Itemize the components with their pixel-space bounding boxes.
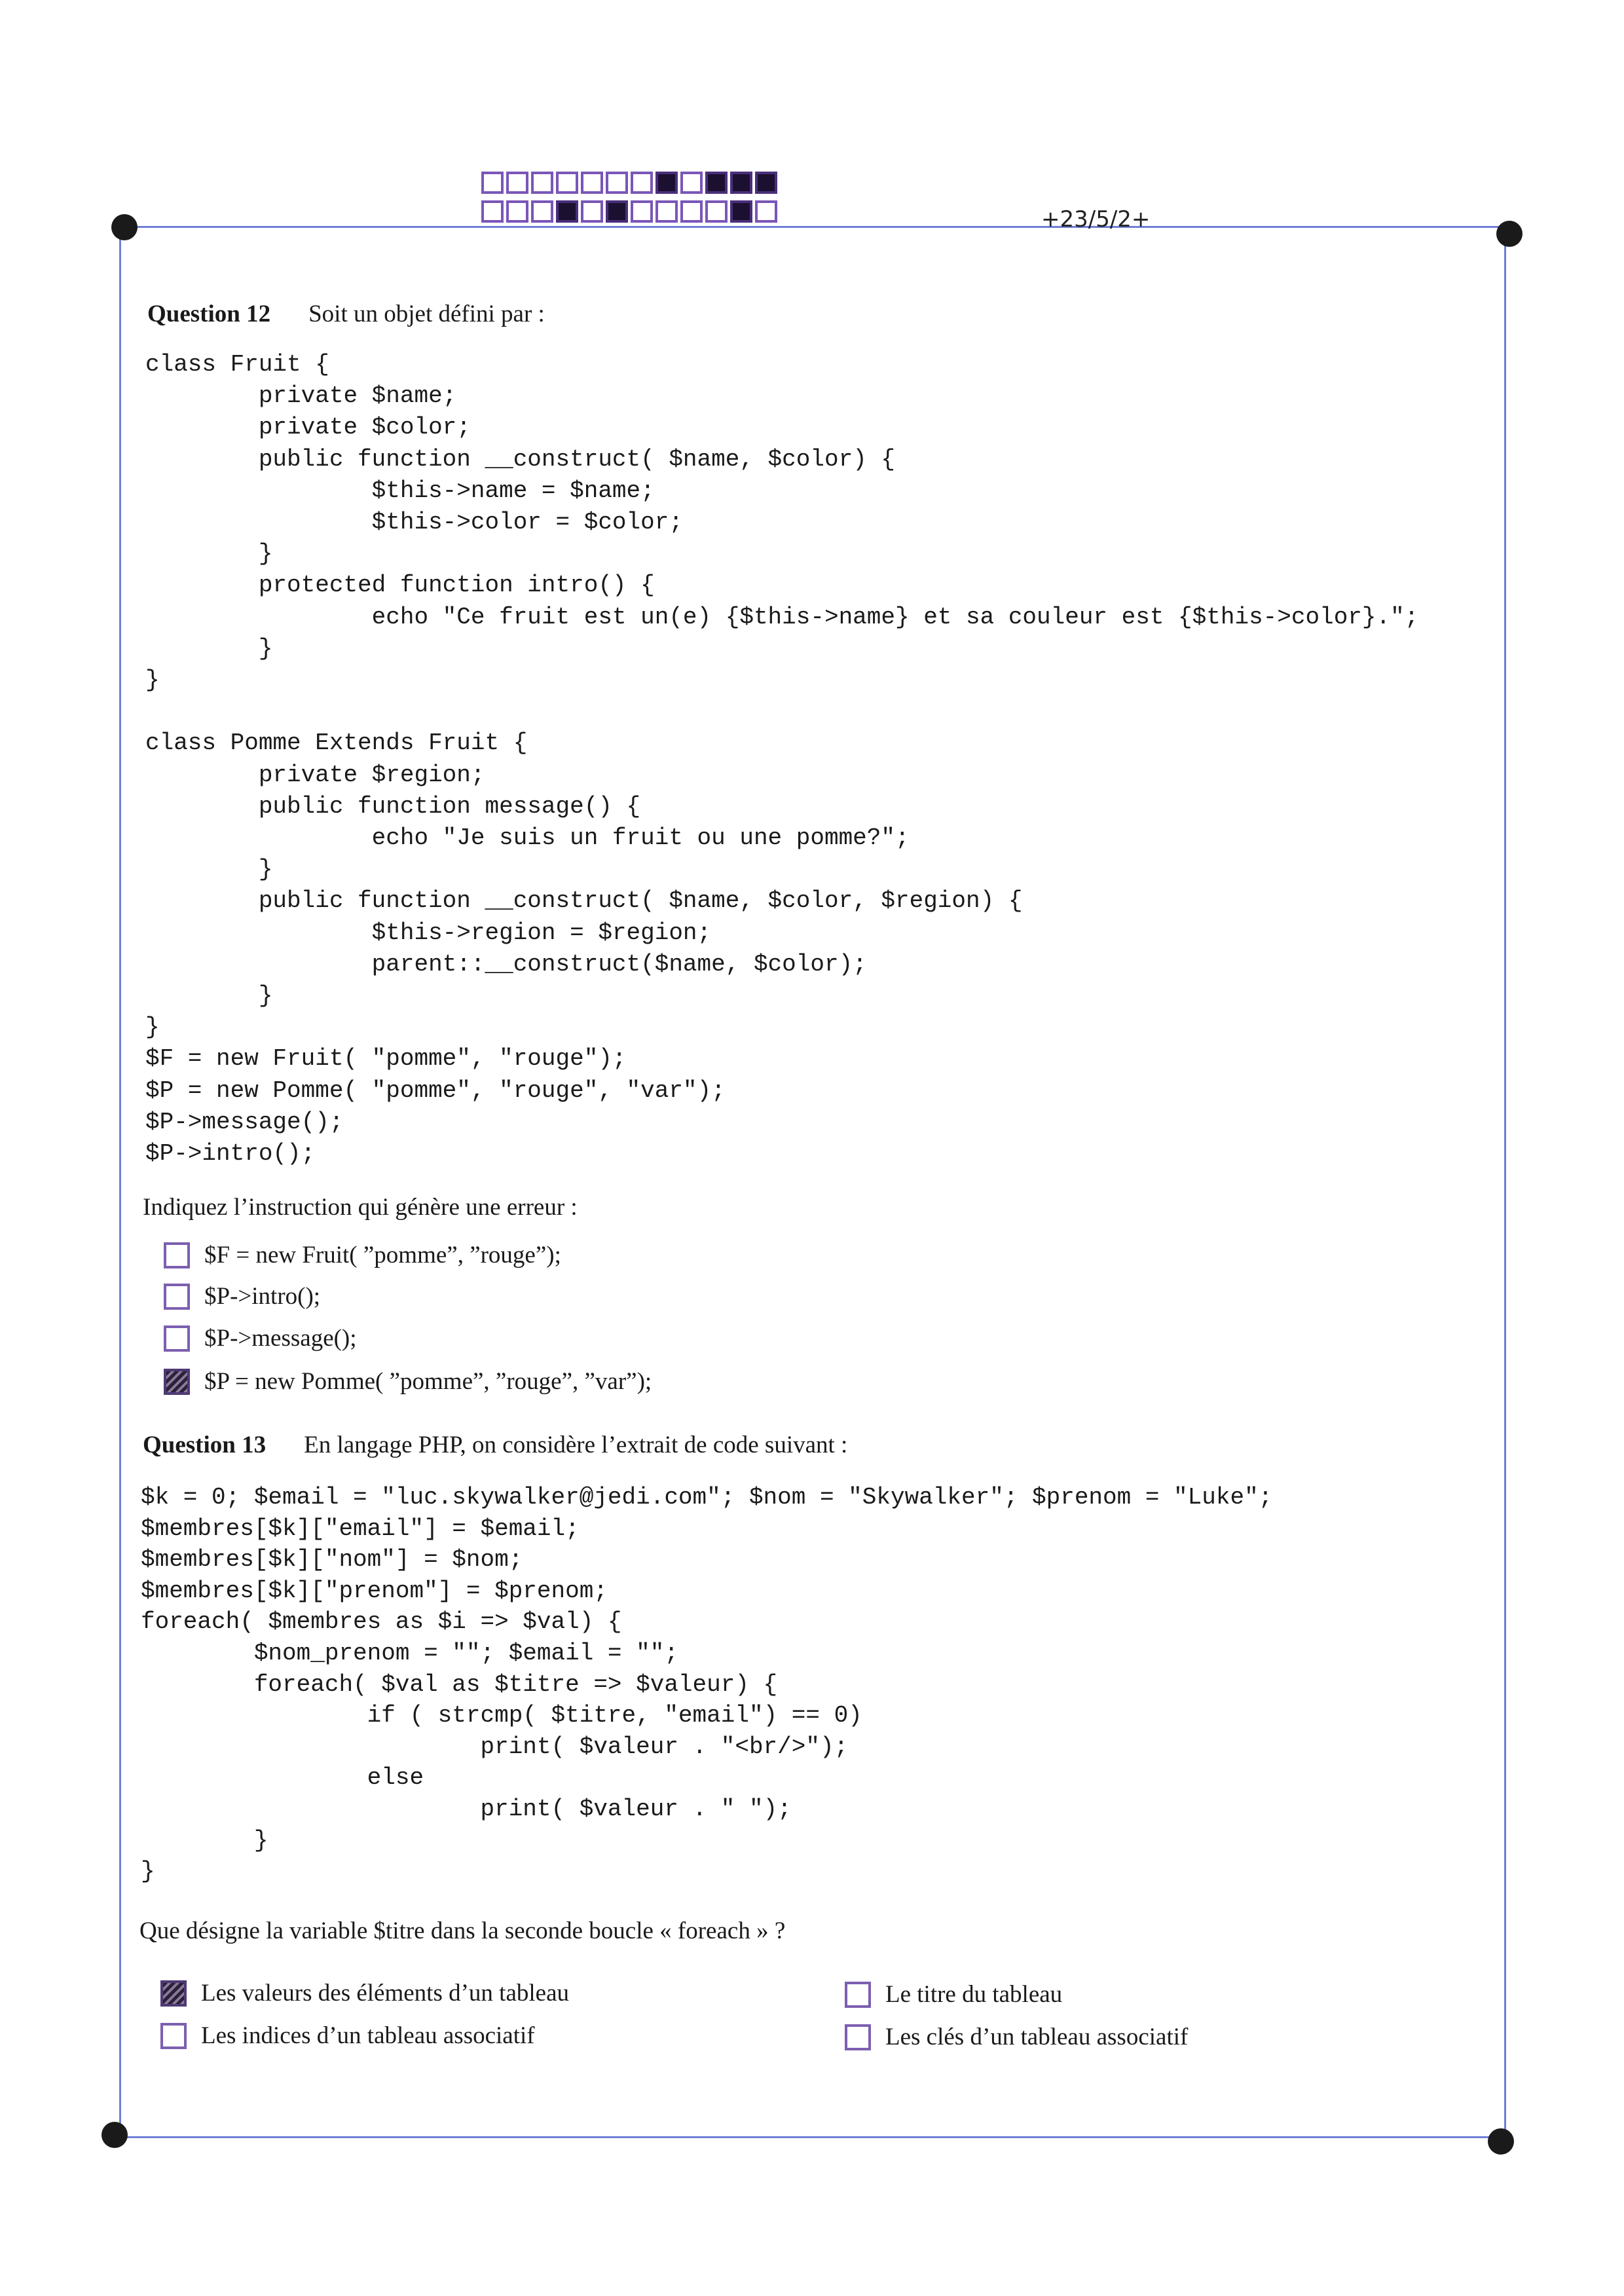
corner-mark-top-left [111,214,138,240]
question-12-label: Question 12 [147,301,271,327]
code-line: $membres[$k]["email"] = $email; [141,1515,580,1542]
q13-answer-1-checkbox[interactable] [160,1980,187,2007]
code-line: } [145,982,273,1009]
barcode-cell [481,172,504,194]
code-line: $this->region = $region; [145,919,712,946]
barcode-cell [531,200,553,223]
barcode-cell [755,172,777,194]
question-12-heading [147,300,545,328]
code-line: echo "Ce fruit est un(e) {$this->name} et sa couleur est {$this->color}."; [145,603,1419,631]
code-line: print( $valeur . " "); [141,1796,792,1823]
q12-answer-4[interactable] [164,1367,652,1396]
code-line: } [145,540,273,568]
code-line: $F = new Fruit( "pomme", "rouge"); [145,1045,627,1073]
code-line: } [145,667,160,694]
barcode-cell [506,172,528,194]
question-12-prompt: Indiquez l’instruction qui génère une erreur : [143,1194,578,1221]
page-id: +23/5/2+ [1041,206,1151,232]
code-line: } [145,856,273,883]
q12-answer-1-label: $F = new Fruit( ”pomme”, ”rouge”); [204,1242,561,1268]
q12-answer-3-label: $P->message(); [204,1325,357,1352]
barcode-cell [531,172,553,194]
code-line: $membres[$k]["nom"] = $nom; [141,1546,523,1574]
frame-left-line [119,229,121,2132]
code-line: private $region; [145,761,485,788]
code-line: $k = 0; $email = "luc.skywalker@jedi.com"; $nom = "Skywalker"; $prenom = "Luke"; [141,1484,1273,1511]
q12-answer-1-checkbox[interactable] [164,1242,190,1268]
barcode-cell [755,200,777,223]
code-line: } [145,1014,160,1041]
code-line: public function message() { [145,792,641,820]
q12-answer-1[interactable] [164,1241,561,1269]
barcode-cell [481,200,504,223]
q13-answer-2[interactable] [845,1980,1062,2009]
code-line: } [145,635,273,662]
q13-answer-1-label: Les valeurs des éléments d’un tableau [201,1980,569,2007]
code-line: $this->color = $color; [145,509,683,536]
code-line: private $name; [145,382,457,410]
code-line: private $color; [145,414,471,441]
code-line: echo "Je suis un fruit ou une pomme?"; [145,824,910,851]
barcode-cell [581,200,603,223]
q13-answer-3-checkbox[interactable] [160,2023,187,2049]
code-line: } [141,1858,155,1885]
corner-mark-bottom-left [101,2122,128,2148]
q13-answer-2-checkbox[interactable] [845,1982,871,2008]
q13-answer-4-checkbox[interactable] [845,2024,871,2050]
code-line: public function __construct( $name, $color) { [145,445,895,473]
barcode-cell [556,172,578,194]
barcode-cell [506,200,528,223]
q12-answer-2[interactable] [164,1282,320,1310]
code-line: $P = new Pomme( "pomme", "rouge", "var"); [145,1077,726,1104]
code-line: $P->intro(); [145,1140,316,1167]
q12-answer-2-label: $P->intro(); [204,1283,321,1310]
code-line: $P->message(); [145,1108,344,1136]
q13-answer-3-label: Les indices d’un tableau associatif [201,2022,535,2049]
question-13-label: Question 13 [143,1432,267,1458]
barcode-cell [606,200,628,223]
q13-answer-2-label: Le titre du tableau [885,1981,1063,2008]
barcode-cell [655,200,678,223]
q12-answer-4-checkbox[interactable] [164,1369,190,1395]
frame-bottom-line [117,2136,1502,2138]
barcode-cell [680,172,703,194]
code-line: public function __construct( $name, $color, $region) { [145,887,1023,915]
question-13-prompt: Que désigne la variable $titre dans la seconde boucle « foreach » ? [139,1917,786,1944]
code-line: } [141,1826,268,1854]
code-line: if ( strcmp( $titre, "email") == 0) [141,1702,862,1730]
frame-right-line [1504,237,1506,2136]
corner-mark-top-right [1496,221,1522,247]
q12-answer-3-checkbox[interactable] [164,1325,190,1352]
barcode-cell [705,172,728,194]
corner-mark-bottom-right [1488,2128,1514,2155]
barcode-cell [606,172,628,194]
frame-top-line [124,226,1509,228]
q13-answer-4[interactable] [845,2023,1188,2051]
q12-answer-2-checkbox[interactable] [164,1284,190,1310]
barcode-cell [730,172,752,194]
code-line: $this->name = $name; [145,477,655,504]
code-line: $membres[$k]["prenom"] = $prenom; [141,1577,608,1604]
code-line: protected function intro() { [145,572,655,599]
q12-answer-4-label: $P = new Pomme( ”pomme”, ”rouge”, ”var”); [204,1368,652,1395]
q13-answer-1[interactable] [160,1979,569,2007]
barcode-row-1 [481,172,780,194]
q13-answer-3[interactable] [160,2022,535,2050]
code-line: class Fruit { [145,351,329,378]
barcode-cell [631,172,653,194]
barcode-row-2 [481,200,780,223]
code-line: foreach( $membres as $i => $val) { [141,1608,622,1636]
q13-answer-4-label: Les clés d’un tableau associatif [885,2024,1189,2050]
barcode-cell [680,200,703,223]
barcode-cell [556,200,578,223]
code-line: parent::__construct($name, $color); [145,950,867,978]
code-line: $nom_prenom = ""; $email = ""; [141,1640,678,1667]
code-line: print( $valeur . "<br/>"); [141,1733,849,1760]
code-line: class Pomme Extends Fruit { [145,730,528,757]
code-line: foreach( $val as $titre => $valeur) { [141,1671,778,1698]
barcode-cell [705,200,728,223]
question-12-text: Soit un objet défini par : [308,301,545,327]
question-13-text: En langage PHP, on considère l’extrait de code suivant : [304,1432,848,1458]
barcode-cell [581,172,603,194]
code-line: else [141,1764,424,1792]
barcode-cell [730,200,752,223]
q12-answer-3[interactable] [164,1324,357,1352]
barcode-cell [655,172,678,194]
barcode-cell [631,200,653,223]
question-13-heading [143,1431,847,1459]
